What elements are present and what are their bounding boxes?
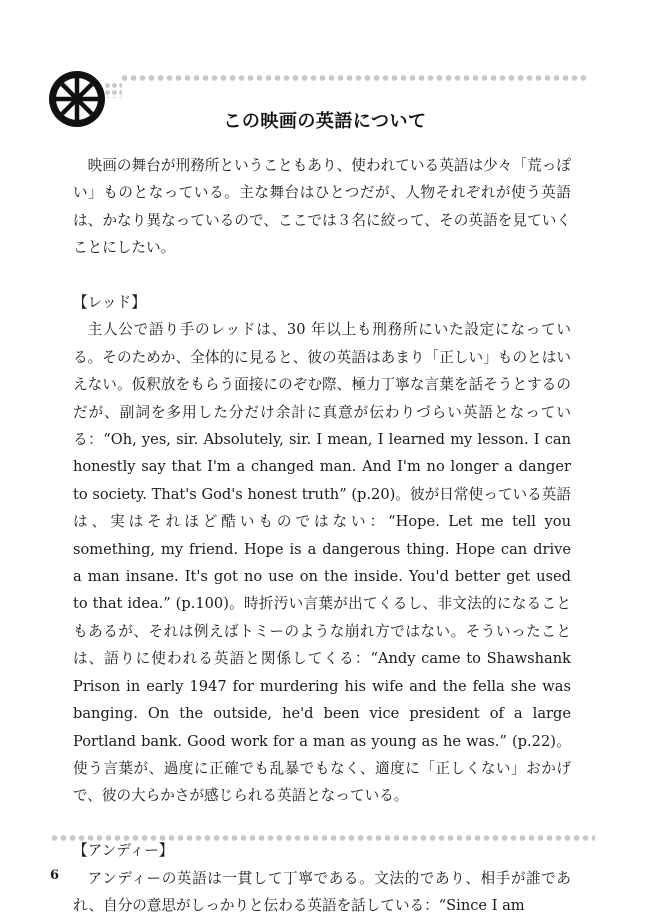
- page-number: 6: [50, 868, 60, 883]
- red-heading: 【レッド】: [73, 294, 146, 312]
- red-paragraph: 主人公で語り手のレッドは、30 年以上も刑務所にいた設定になっている。そのためか、全体的に見ると、彼の英語はあまり「正しい」ものとはいえない。仮釈放をもらう面接にのぞむ際、極力丁寧な言葉を話そうとするのだが、副詞を多用した分だけ余計に真意が伝わりづらい英語となっている：“Oh, yes, sir. Absolutely, sir. I mean, I learned my lesson. I can honestly say that I'm a changed man. And I'm no longer a danger to society. That's God's honest truth” (p.20)。彼が日常使っている英語は、実はそれほど酷いものではない：“Hope. Let me tell you something, my friend. Hope is a dangerous thing. Hope can drive a man insane. It's got no use on the inside. You'd better get used to that idea.” (p.100)。時折汚い言葉が出てくるし、非文法的になることもあるが、それは例えばトミーのような崩れ方ではない。そういったことは、語りに使われる英語と関係してくる：“Andy came to Shawshank Prison in early 1947 for murdering his wife and the fella she was banging. On the outside, he'd been vice president of a large Portland bank. Good work for a man as young as he was.” (p.22)。使う言葉が、過度に正確でも乱暴でもなく、適度に「正しくない」おかげで、彼の大らかさが感じられる英語となっている。: [73, 321, 571, 805]
- body-text: [73, 152, 571, 919]
- top-dotted-rule: [120, 74, 590, 82]
- page-title: この映画の英語について: [223, 111, 427, 132]
- intro-paragraph: 映画の舞台が刑務所ということもあり、使われている英語は少々「荒っぽい」ものとなっている。主な舞台はひとつだが、人物それぞれが使う英語は、かなり異なっているので、ここでは３名に絞って、その英語を見ていくことにしたい。: [73, 157, 571, 257]
- andy-paragraph: アンディーの英語は一貫して丁寧である。文法的であり、相手が誰であれ、自分の意思がしっかりと伝わる英語を話している：“Since I am: [73, 869, 571, 914]
- bottom-dotted-rule: [50, 834, 595, 842]
- andy-heading: 【アンディー】: [73, 842, 174, 860]
